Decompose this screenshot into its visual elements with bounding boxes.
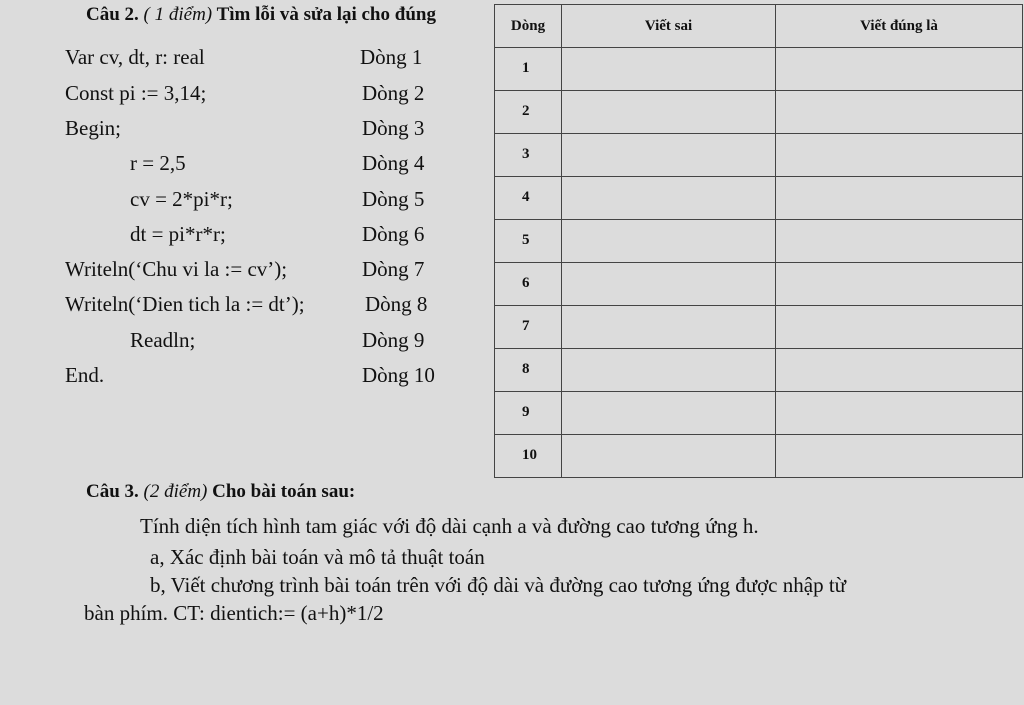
line-label-4: Dòng 4: [362, 151, 425, 175]
question-2-points: ( 1 điểm): [143, 4, 213, 25]
question-3-points: (2 điểm): [143, 481, 208, 502]
wrong-cell[interactable]: [562, 349, 776, 392]
code-line-4: r = 2,5: [130, 151, 186, 175]
row-number: 5: [495, 220, 562, 263]
code-line-5: cv = 2*pi*r;: [130, 187, 233, 211]
question-2-instruction: Tìm lỗi và sửa lại cho đúng: [216, 4, 436, 25]
table-row: [495, 48, 1023, 91]
correct-cell[interactable]: [776, 263, 1023, 306]
wrong-cell[interactable]: [562, 220, 776, 263]
table-row: [495, 435, 1023, 478]
wrong-cell[interactable]: [562, 48, 776, 91]
row-number: 1: [495, 48, 562, 91]
wrong-cell[interactable]: [562, 134, 776, 177]
row-number: 6: [495, 263, 562, 306]
table-row: [495, 392, 1023, 435]
code-line-3: Begin;: [65, 116, 121, 140]
question-2-number: Câu 2.: [86, 4, 139, 25]
line-label-2: Dòng 2: [362, 81, 425, 105]
line-label-6: Dòng 6: [362, 222, 425, 246]
row-number: 7: [495, 306, 562, 349]
code-line-10: End.: [65, 363, 105, 387]
table-row: [495, 306, 1023, 349]
code-line-9: Readln;: [130, 328, 196, 352]
correct-cell[interactable]: [776, 91, 1023, 134]
wrong-cell[interactable]: [562, 392, 776, 435]
correct-cell[interactable]: [776, 220, 1023, 263]
table-row: [495, 134, 1023, 177]
code-line-8: Writeln(‘Dien tich la := dt’);: [65, 292, 305, 316]
row-number: 3: [495, 134, 562, 177]
line-label-10: Dòng 10: [362, 363, 435, 387]
correct-cell[interactable]: [776, 134, 1023, 177]
question-2-heading: [86, 4, 494, 26]
table-row: [495, 263, 1023, 306]
code-line-6: dt = pi*r*r;: [130, 222, 226, 246]
answer-table: [494, 4, 1023, 478]
correct-cell[interactable]: [776, 48, 1023, 91]
header-wrong: Viết sai: [562, 5, 776, 48]
question-3-part-a: a, Xác định bài toán và mô tả thuật toán: [150, 545, 485, 569]
row-number: 8: [495, 349, 562, 392]
line-label-1: Dòng 1: [360, 45, 423, 69]
code-line-1: Var cv, dt, r: real: [65, 45, 205, 69]
correct-cell[interactable]: [776, 306, 1023, 349]
wrong-cell[interactable]: [562, 263, 776, 306]
wrong-cell[interactable]: [562, 435, 776, 478]
wrong-cell[interactable]: [562, 177, 776, 220]
code-line-7: Writeln(‘Chu vi la := cv’);: [65, 257, 288, 281]
line-label-5: Dòng 5: [362, 187, 425, 211]
table-row: [495, 177, 1023, 220]
row-number: 9: [495, 392, 562, 435]
question-3-part-b-line-1: b, Viết chương trình bài toán trên với độ dài và đường cao tương ứng được nhập từ: [150, 573, 847, 597]
correct-cell[interactable]: [776, 392, 1023, 435]
question-3-heading: [86, 481, 355, 503]
table-row: [495, 91, 1023, 134]
table-header-row: [495, 5, 1023, 48]
code-line-2: Const pi := 3,14;: [65, 81, 207, 105]
line-label-7: Dòng 7: [362, 257, 425, 281]
question-3-number: Câu 3.: [86, 481, 139, 502]
question-3-part-b-line-2: bàn phím. CT: dientich:= (a+h)*1/2: [84, 601, 384, 625]
correct-cell[interactable]: [776, 435, 1023, 478]
table-row: [495, 220, 1023, 263]
header-correct: Viết đúng là: [776, 5, 1023, 48]
row-number: 2: [495, 91, 562, 134]
line-label-8: Dòng 8: [365, 292, 428, 316]
correct-cell[interactable]: [776, 349, 1023, 392]
table-row: [495, 349, 1023, 392]
row-number: 10: [495, 435, 562, 478]
wrong-cell[interactable]: [562, 91, 776, 134]
header-line: Dòng: [495, 5, 562, 48]
question-3-problem: Tính diện tích hình tam giác với độ dài cạnh a và đường cao tương ứng h.: [140, 514, 759, 538]
question-3-title: Cho bài toán sau:: [212, 481, 356, 502]
line-label-3: Dòng 3: [362, 116, 425, 140]
correct-cell[interactable]: [776, 177, 1023, 220]
line-label-9: Dòng 9: [362, 328, 425, 352]
row-number: 4: [495, 177, 562, 220]
wrong-cell[interactable]: [562, 306, 776, 349]
